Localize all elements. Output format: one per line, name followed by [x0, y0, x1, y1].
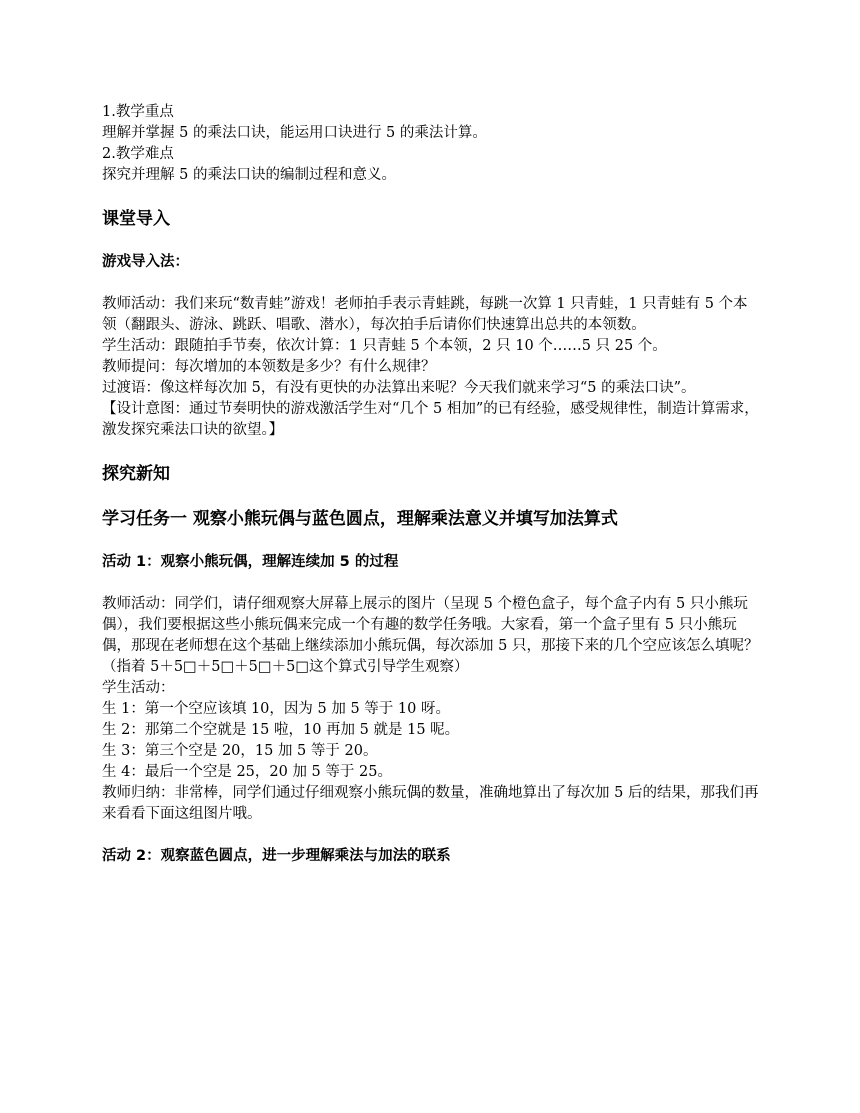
activity1-teacher: 教师活动：同学们，请仔细观察大屏幕上展示的图片（呈现 5 个橙色盒子，每个盒子内有 5 只小熊玩偶），我们要根据这些小熊玩偶来完成一个有趣的数学任务哦。大家看，第一个盒子里有 5 只小熊玩偶，那现在老师想在这个基础上继续添加小熊玩偶，每次添加 5 只，那接下来的几个空应该怎么填呢？（指着 5＋5□＋5□＋5□＋5□这个算式引导学生观察） [102, 596, 759, 675]
key-point-text: 理解并掌握 5 的乘法口诀，能运用口诀进行 5 的乘法计算。 [102, 125, 487, 141]
difficult-point-heading: 2.教学难点 [102, 146, 174, 162]
task1-heading: 学习任务一 观察小熊玩偶与蓝色圆点，理解乘法意义并填写加法算式 [102, 509, 618, 529]
intro-method: 游戏导入法： [102, 254, 189, 270]
explore-heading: 探究新知 [102, 464, 170, 484]
difficult-point-text: 探究并理解 5 的乘法口诀的编制过程和意义。 [102, 167, 396, 183]
intro-teacher-question: 教师提问：每次增加的本领数是多少？有什么规律？ [102, 359, 436, 375]
intro-design-intent: 【设计意图：通过节奏明快的游戏激活学生对“几个 5 相加”的已有经验，感受规律性，制造计算需求，激发探究乘法口诀的欲望。】 [102, 401, 759, 438]
activity1-heading: 活动 1：观察小熊玩偶，理解连续加 5 的过程 [102, 554, 399, 570]
student-answer-2: 生 2：那第二个空就是 15 啦，10 再加 5 就是 15 呢。 [102, 722, 460, 738]
intro-student-activity: 学生活动：跟随拍手节奏，依次计算：1 只青蛙 5 个本领，2 只 10 个……5 只 25 个。 [102, 338, 667, 354]
intro-transition: 过渡语：像这样每次加 5，有没有更快的办法算出来呢？今天我们就来学习“5 的乘法口诀”。 [102, 380, 696, 396]
key-point-heading: 1.教学重点 [102, 104, 174, 120]
teacher-summary: 教师归纳：非常棒，同学们通过仔细观察小熊玩偶的数量，准确地算出了每次加 5 后的结果，那我们再来看看下面这组图片哦。 [102, 785, 759, 822]
document-content [102, 102, 762, 867]
intro-heading: 课堂导入 [102, 209, 170, 229]
student-answer-4: 生 4：最后一个空是 25，20 加 5 等于 25。 [102, 764, 392, 780]
activity1-student-label: 学生活动： [102, 680, 175, 696]
student-answer-3: 生 3：第三个空是 20，15 加 5 等于 20。 [102, 743, 378, 759]
intro-teacher-activity: 教师活动：我们来玩“数青蛙”游戏！老师拍手表示青蛙跳，每跳一次算 1 只青蛙，1 只青蛙有 5 个本领（翻跟头、游泳、跳跃、唱歌、潜水），每次拍手后请你们快速算出总共的本领数。 [102, 296, 748, 333]
activity2-heading: 活动 2：观察蓝色圆点，进一步理解乘法与加法的联系 [102, 848, 451, 864]
student-answer-1: 生 1：第一个空应该填 10，因为 5 加 5 等于 10 呀。 [102, 701, 450, 717]
